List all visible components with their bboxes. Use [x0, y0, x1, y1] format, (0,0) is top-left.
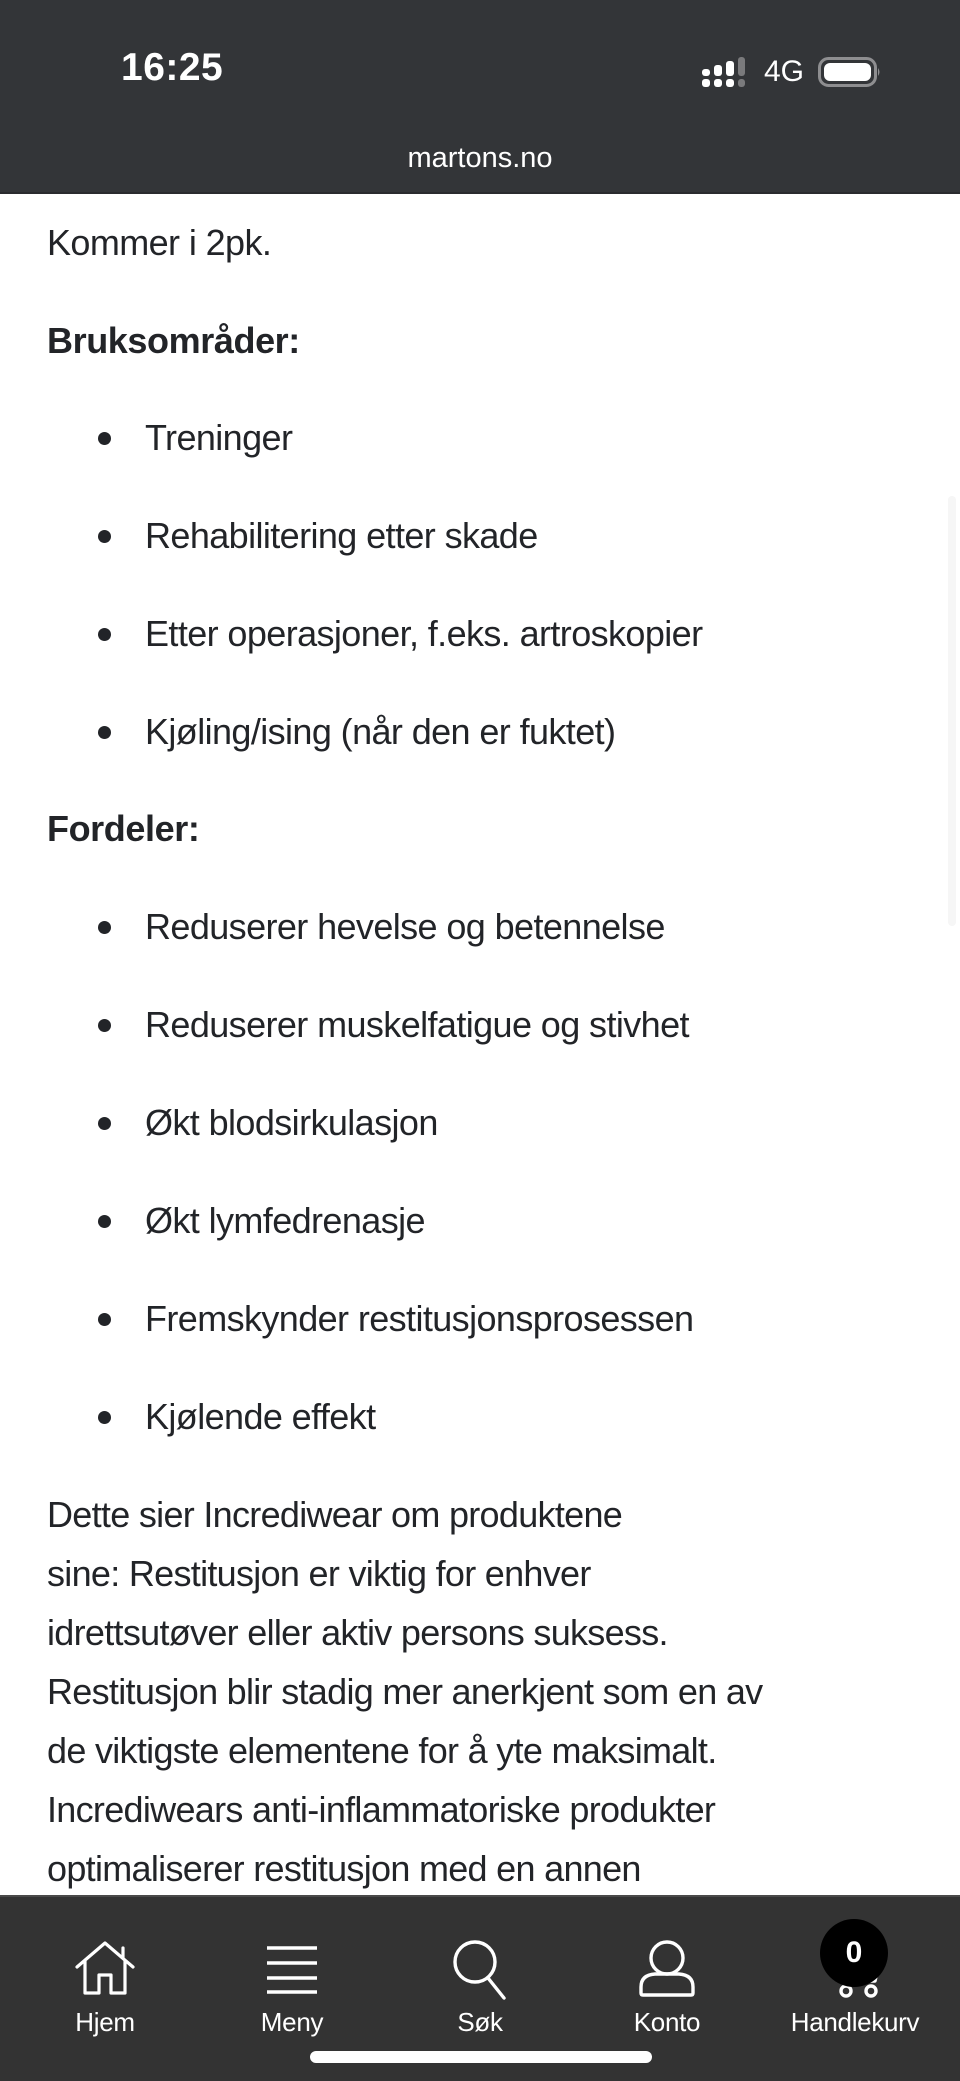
product-description	[0, 196, 960, 1895]
list-item	[0, 1003, 960, 1047]
paragraph-line: sine: Restitusjon er viktig for enhver	[47, 1553, 591, 1594]
cellular-signal-icon	[702, 57, 750, 87]
cart-count-badge: 0	[820, 1919, 888, 1987]
account-icon	[635, 1937, 699, 2001]
search-icon	[448, 1937, 512, 2001]
paragraph-line: optimaliserer restitusjon med en annen	[47, 1848, 641, 1889]
paragraph-line: Dette sier Incrediwear om produktene	[47, 1494, 623, 1535]
bullet-icon	[98, 1215, 111, 1228]
nav-label: Meny	[260, 2007, 324, 2037]
bottom-navigation	[0, 1895, 960, 2081]
list-item	[0, 612, 960, 656]
list-item-text: Fremskynder restitusjonsprosessen	[145, 1298, 694, 1339]
menu-icon	[260, 1937, 324, 2001]
nav-label: Konto	[633, 2007, 701, 2037]
bullet-icon	[98, 1117, 111, 1130]
browser-header	[0, 0, 960, 194]
list-item	[0, 1101, 960, 1145]
bullet-icon	[98, 530, 111, 543]
status-time: 16:25	[121, 46, 224, 89]
paragraph-line: Incrediwears anti-inflammatoriske produkter	[47, 1789, 716, 1830]
uses-heading: Bruksområder:	[47, 320, 300, 361]
paragraph-line: Restitusjon blir stadig mer anerkjent som en av	[47, 1671, 763, 1712]
nav-search[interactable]	[384, 1897, 576, 2047]
home-icon	[73, 1937, 137, 2001]
list-item-text: Kjøling/ising (når den er fuktet)	[145, 711, 616, 752]
nav-menu[interactable]	[196, 1897, 388, 2047]
bullet-icon	[98, 921, 111, 934]
bullet-icon	[98, 726, 111, 739]
paragraph-line: de viktigste elementene for å yte maksimalt.	[47, 1730, 717, 1771]
battery-icon	[818, 57, 882, 87]
paragraph-line: idrettsutøver eller aktiv persons suksess.	[47, 1612, 668, 1653]
list-item	[0, 1297, 960, 1341]
nav-home[interactable]	[9, 1897, 201, 2047]
list-item-text: Økt blodsirkulasjon	[145, 1102, 438, 1143]
list-item	[0, 905, 960, 949]
nav-label: Hjem	[75, 2007, 135, 2037]
list-item-text: Rehabilitering etter skade	[145, 515, 538, 556]
list-item-text: Reduserer muskelfatigue og stivhet	[145, 1004, 689, 1045]
status-indicators	[702, 54, 882, 90]
nav-label: Handlekurv	[790, 2007, 920, 2037]
nav-label: Søk	[457, 2007, 503, 2037]
bullet-icon	[98, 432, 111, 445]
list-item-text: Kjølende effekt	[145, 1396, 376, 1437]
intro-text: Kommer i 2pk.	[47, 222, 272, 263]
list-item-text: Reduserer hevelse og betennelse	[145, 906, 665, 947]
url-bar[interactable]: martons.no	[407, 142, 553, 174]
benefits-heading: Fordeler:	[47, 808, 200, 849]
list-item-text: Treninger	[145, 417, 293, 458]
bullet-icon	[98, 628, 111, 641]
home-indicator[interactable]	[310, 2051, 652, 2063]
bullet-icon	[98, 1411, 111, 1424]
list-item	[0, 710, 960, 754]
bullet-icon	[98, 1019, 111, 1032]
page-scrollbar[interactable]	[948, 496, 956, 926]
list-item	[0, 514, 960, 558]
list-item-text: Økt lymfedrenasje	[145, 1200, 425, 1241]
bullet-icon	[98, 1313, 111, 1326]
network-type: 4G	[763, 55, 804, 88]
list-item	[0, 1199, 960, 1243]
list-item-text: Etter operasjoner, f.eks. artroskopier	[145, 613, 703, 654]
list-item	[0, 416, 960, 460]
nav-account[interactable]	[571, 1897, 763, 2047]
list-item	[0, 1395, 960, 1439]
